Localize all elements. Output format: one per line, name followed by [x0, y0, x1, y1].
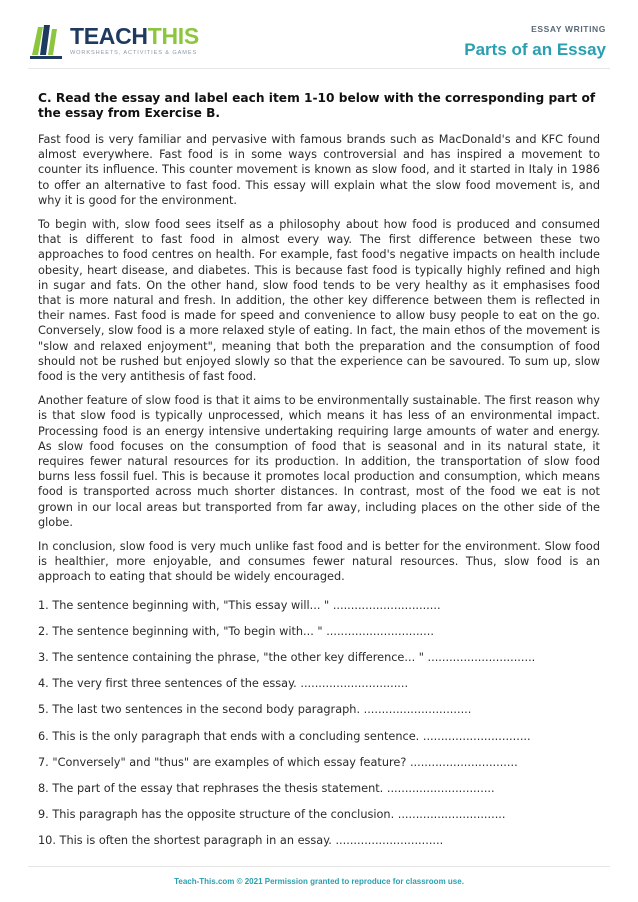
header-divider: [28, 68, 610, 69]
worksheet-content: [38, 91, 600, 860]
list-item: 10. This is often the shortest paragraph in an essay. ..............................: [38, 834, 444, 848]
list-item: 7. "Conversely" and "thus" are examples of which essay feature? ..............................: [38, 755, 518, 769]
page-title: Parts of an Essay: [464, 40, 606, 59]
list-item: 4. The very first three sentences of the essay. ..............................: [38, 677, 409, 691]
essay-conclusion: In conclusion, slow food is very much unlike fast food and is better for the environment. Slow food is healthier, more enjoyable, and consumes fewer natural resources. Thus, slow food is an approach to eating that should be widely encouraged.: [38, 540, 600, 584]
book-logo-icon: [30, 21, 64, 59]
copyright-footer: Teach-This.com © 2021 Permission granted to reproduce for classroom use.: [174, 877, 464, 886]
label-items-list: [38, 598, 600, 849]
exercise-instruction: C. Read the essay and label each item 1-10 below with the corresponding part of the essay from Exercise B.: [38, 91, 596, 120]
essay-body-paragraph-2: Another feature of slow food is that it aims to be environmentally sustainable. The first reason why is that slow food is typically unprocessed, which means it has less of an environmental impact. Processing food is an energy intensive undertaking requiring large amounts of water and energy. As slow food focuses on the consumption of food that is seasonal and in its natural state, it requires fewer natural resources for its production. In addition, the transportation of slow food burns less fossil fuel. This is because it promotes local production and consumption, which means food is transported across much shorter distances. In contrast, most of the food we eat is not grown in our local areas but transported from far away, including places on the other side of the globe.: [38, 394, 600, 529]
list-item: 9. This paragraph has the opposite structure of the conclusion. ..............................: [38, 808, 506, 822]
list-item: 2. The sentence beginning with, "To begin with... " ..............................: [38, 624, 434, 638]
essay-body-paragraph-1: To begin with, slow food sees itself as a philosophy about how food is produced and consumed that is different to fast food in almost every way. The first difference between these two approaches to food centres on health. For example, fast food's negative impacts on health include obesity, heart disease, and diabetes. This is because fast food is typically highly refined and high in sugar and fats. On the other hand, slow food tends to be very healthy as it emphasises food that is more natural and fresh. In addition, the other key difference between them is reflected in their names. Fast food is made for speed and convenience to allow busy people to eat on the go. Conversely, slow food is a more relaxed style of eating. In fact, the main ethos of the movement is "slow and relaxed enjoyment", meaning that both the preparation and the consumption of food should not be rushed but enjoyed slowly so that the experience can be savoured. To sum up, slow food is the very antithesis of fast food.: [38, 218, 600, 384]
list-item: 6. This is the only paragraph that ends with a concluding sentence. ..............................: [38, 729, 531, 743]
essay-introduction: Fast food is very familiar and pervasive with famous brands such as MacDonald's and KFC found almost everywhere. Fast food is in some ways controversial and has inspired a movement to counter its influence. This counter movement is known as slow food, and it started in Italy in 1986 to offer an alternative to fast food. This essay will explain what the slow food movement is, and why it is good for the environment.: [38, 133, 600, 207]
list-item: 5. The last two sentences in the second body paragraph. ..............................: [38, 703, 472, 717]
logo-tagline: WORKSHEETS, ACTIVITIES & GAMES: [70, 49, 198, 56]
list-item: 8. The part of the essay that rephrases the thesis statement. ..............................: [38, 782, 495, 795]
page-header: [0, 0, 638, 68]
category-label: ESSAY WRITING: [531, 24, 606, 34]
footer-divider: [28, 866, 610, 867]
teach-this-logo[interactable]: [30, 20, 199, 60]
list-item: 1. The sentence beginning with, "This essay will... " ..............................: [38, 598, 441, 612]
list-item: 3. The sentence containing the phrase, "the other key difference... " ..............................: [38, 651, 536, 665]
logo-wordmark: TEACHTHIS: [70, 22, 199, 49]
